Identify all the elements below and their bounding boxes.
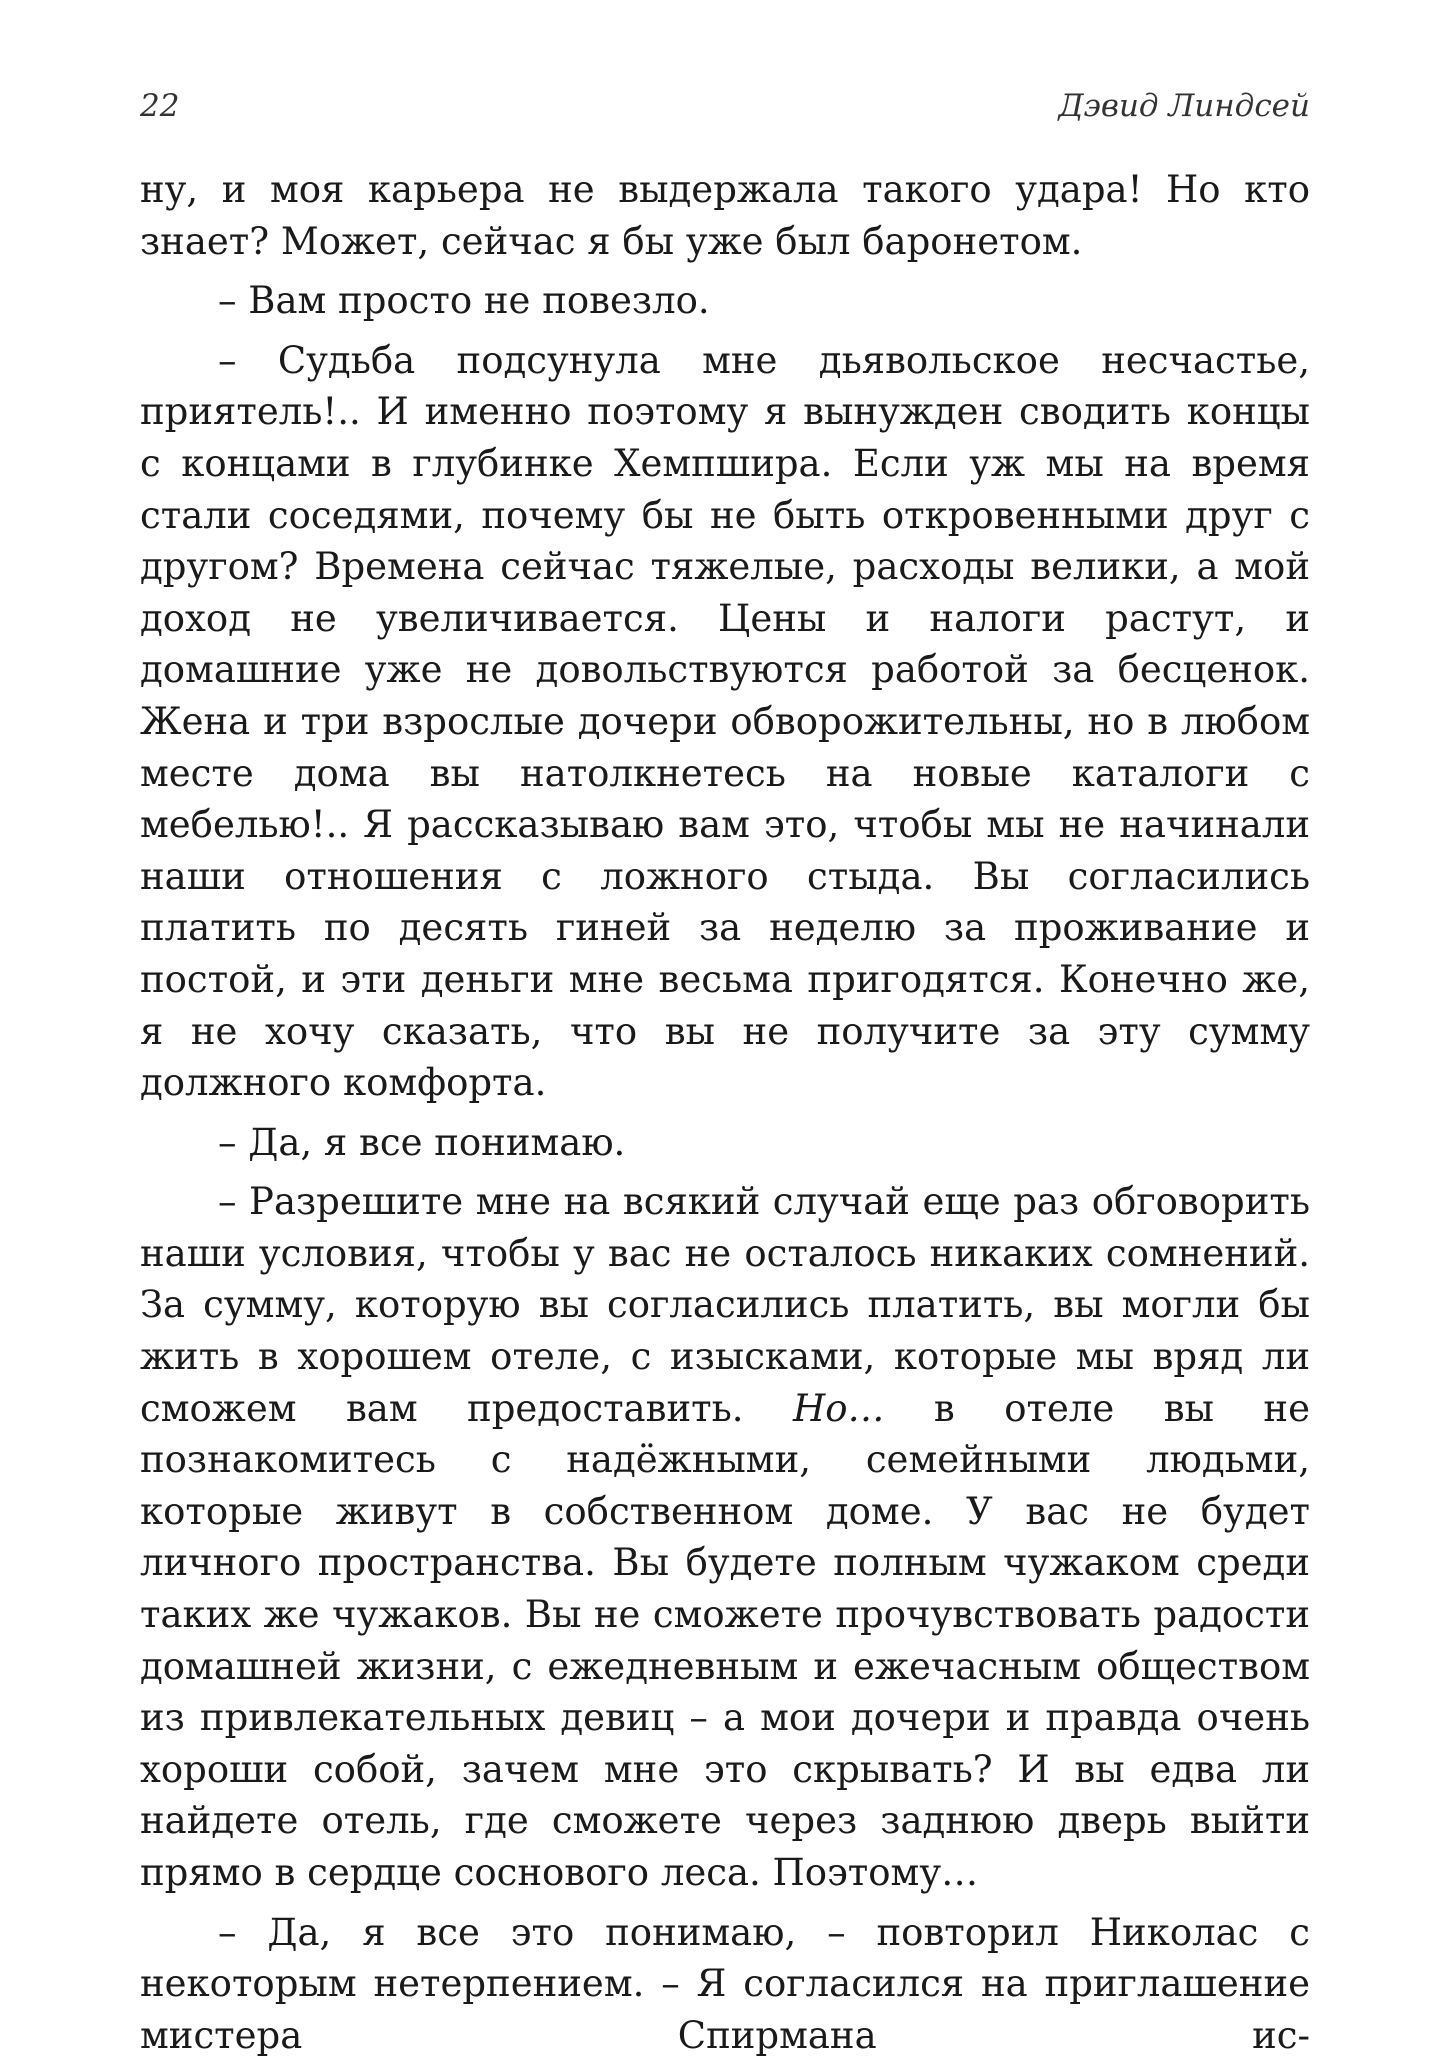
running-head bbox=[140, 88, 1310, 134]
paragraph-5-part-2: в отеле вы не познакомитесь с надёжными, семейными людьми, которые живут в собственном доме. У вас не будет личного пространства. Вы будете полным чужаком среди таких же чужаков. Вы не сможете прочувствовать радости домашней жизни, с ежедневным и ежечасным обществом из привлекательных девиц – а мои дочери и правда очень хороши собой, зачем мне это скрывать? И вы едва ли найдете отель, где сможете через заднюю дверь выйти прямо в сердце соснового леса. Поэтому… bbox=[140, 1386, 1310, 1894]
body-text bbox=[140, 164, 1310, 2069]
paragraph-1: ну, и моя карьера не выдержала такого удара! Но кто знает? Может, сейчас я бы уже был баронетом. bbox=[140, 168, 1310, 263]
paragraph-5 bbox=[140, 1176, 1310, 1898]
page-number: 22 bbox=[140, 88, 180, 124]
paragraph-5-part-1: – Разрешите мне на всякий случай еще раз обговорить наши условия, чтобы у вас не осталось никаких сомнений. За сумму, которую вы согласились платить, вы могли бы жить в хорошем отеле, с изысками, которые мы вряд ли сможем вам предоставить. bbox=[140, 1180, 1310, 1430]
paragraph-4: – Да, я все понимаю. bbox=[218, 1120, 626, 1164]
paragraph-3: – Судьба подсунула мне дьявольское несчастье, приятель!.. И именно поэтому я вынужден сводить концы с концами в глубинке Хемпшира. Если уж мы на время стали соседями, почему бы не быть откровенными друг с другом? Времена сейчас тяжелые, расходы велики, а мой доход не увеличивается. Цены и налоги растут, и домашние уже не довольствуются работой за бесценок. Жена и три взрослые дочери обворожительны, но в любом месте дома вы натолкнетесь на новые каталоги с мебелью!.. Я рассказываю вам это, чтобы мы не начинали наши отношения с ложного стыда. Вы согласились платить по десять гиней за неделю за проживание и постой, и эти деньги мне весьма пригодятся. Конечно же, я не хочу сказать, что вы не получите за эту сумму должного комфорта. bbox=[140, 338, 1310, 1105]
paragraph-6: – Да, я все это понимаю, – повторил Николас с некоторым нетерпением. – Я согласился на приглашение мистера Спирмана ис- bbox=[140, 1910, 1310, 2057]
paragraph-5-italic: Но… bbox=[792, 1386, 885, 1430]
running-title-author: Дэвид Линдсей bbox=[1058, 88, 1310, 124]
paragraph-2: – Вам просто не повезло. bbox=[218, 279, 710, 323]
